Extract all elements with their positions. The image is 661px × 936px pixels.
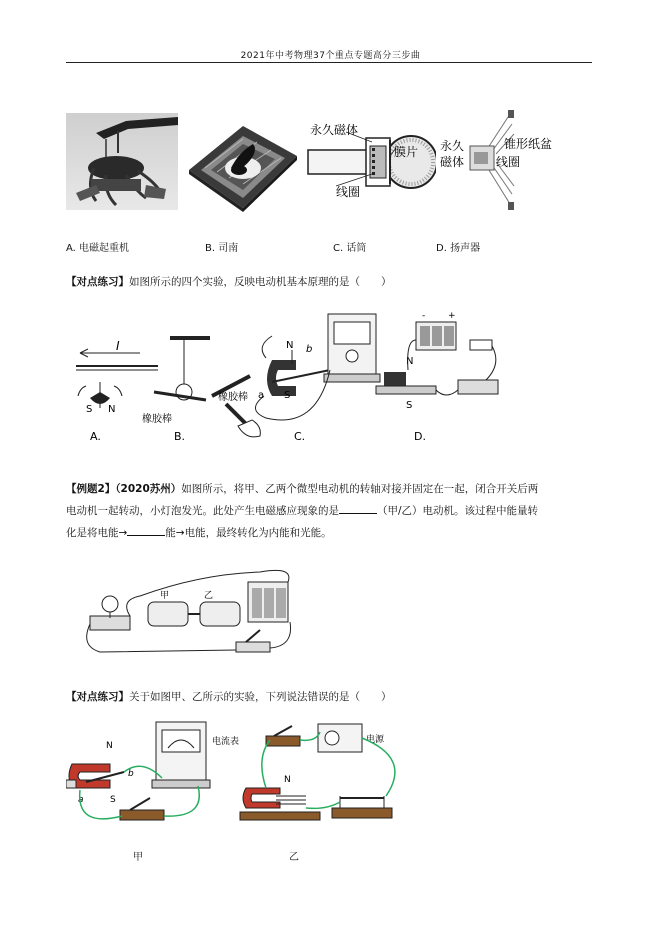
example2-figure bbox=[80, 566, 300, 666]
practice1-tag: 【对点练习】 bbox=[66, 276, 129, 288]
figure-crane-photo bbox=[66, 113, 178, 210]
label-d-minus: - bbox=[422, 311, 426, 321]
label-letter-d: D. bbox=[414, 430, 426, 443]
practice2-text: 关于如图甲、乙所示的实验，下列说法错误的是（ ） bbox=[129, 691, 392, 703]
caption-right: 乙 bbox=[289, 852, 299, 863]
option-c-text: 话筒 bbox=[346, 243, 367, 254]
option-d-text: 扬声器 bbox=[450, 243, 481, 254]
figure-compass-sinan bbox=[187, 112, 299, 212]
example2-text3a: 化是将电能→ bbox=[66, 527, 128, 539]
example2-text3b: 能→电能，最终转化为内能和光能。 bbox=[165, 527, 332, 539]
label-left-s: S bbox=[110, 795, 116, 805]
label-left-b: b bbox=[128, 769, 134, 779]
example2-question bbox=[66, 478, 596, 544]
label-c-b: b bbox=[306, 344, 313, 355]
label-d-plus: + bbox=[448, 311, 456, 321]
option-b-letter: B. bbox=[205, 243, 216, 254]
option-c-letter: C. bbox=[333, 243, 344, 254]
label-right-n: N bbox=[284, 775, 291, 785]
label-d-s: S bbox=[406, 400, 413, 411]
label-a-s: S bbox=[86, 404, 93, 415]
label-coil-c: 线圈 bbox=[336, 185, 361, 199]
example2-blank-1[interactable] bbox=[339, 503, 377, 514]
label-c-n: N bbox=[286, 340, 294, 351]
label-permanent-magnet-c: 永久磁体 bbox=[310, 123, 359, 137]
page-header: 2021年中考物理37个重点专题高分三步曲 bbox=[240, 51, 421, 61]
label-yi: 乙 bbox=[204, 591, 214, 601]
label-rubber-rod-left: 橡胶棒 bbox=[142, 414, 172, 425]
label-permanent-d-bottom: 磁体 bbox=[440, 155, 465, 169]
label-cone: 锥形纸盆 bbox=[504, 137, 553, 151]
practice1-question bbox=[66, 271, 392, 293]
label-letter-c: C. bbox=[294, 430, 306, 443]
option-b bbox=[205, 239, 238, 254]
label-rubber-rod-right: 橡胶棒 bbox=[218, 392, 248, 403]
example2-tag: 【例题2】 bbox=[66, 483, 116, 495]
option-a-letter: A. bbox=[66, 243, 76, 254]
figure-microphone bbox=[306, 112, 436, 212]
caption-left: 甲 bbox=[133, 852, 143, 863]
example2-text2b: （甲/乙）电动机。该过程中能量转 bbox=[377, 505, 539, 517]
label-coil-d: 线圈 bbox=[496, 155, 521, 169]
practice2-tag: 【对点练习】 bbox=[66, 691, 129, 703]
label-d-n: N bbox=[406, 356, 414, 367]
figure-speaker bbox=[440, 106, 570, 214]
practice1-text: 如图所示的四个实验，反映电动机基本原理的是（ ） bbox=[129, 276, 392, 288]
label-c-a: a bbox=[258, 390, 265, 401]
label-left-a: a bbox=[78, 795, 84, 805]
option-b-text: 司南 bbox=[218, 243, 239, 254]
label-current-i: I bbox=[116, 339, 120, 353]
label-letter-a: A. bbox=[90, 430, 101, 443]
label-membrane: 膜片 bbox=[394, 145, 419, 159]
example2-text1: 如图所示，将甲、乙两个微型电动机的转轴对接并固定在一起，闭合开关后两 bbox=[181, 483, 539, 495]
example2-source: （2020苏州） bbox=[115, 483, 182, 495]
option-a-text: 电磁起重机 bbox=[79, 243, 130, 254]
practice2-question bbox=[66, 686, 392, 708]
label-ammeter: 电流表 bbox=[212, 737, 240, 747]
example2-blank-2[interactable] bbox=[127, 525, 165, 536]
label-a-n: N bbox=[108, 404, 116, 415]
practice2-figure-right bbox=[236, 718, 426, 830]
label-power: 电源 bbox=[366, 735, 385, 745]
label-left-n: N bbox=[106, 741, 113, 751]
label-jia: 甲 bbox=[160, 591, 170, 601]
label-letter-b: B. bbox=[174, 430, 186, 443]
option-c bbox=[333, 239, 366, 254]
practice1-figure bbox=[66, 300, 506, 448]
header-rule bbox=[66, 62, 592, 63]
option-d-letter: D. bbox=[436, 243, 447, 254]
option-d bbox=[436, 239, 480, 254]
option-a bbox=[66, 239, 129, 254]
label-permanent-d-top: 永久 bbox=[440, 139, 465, 153]
label-c-s: S bbox=[284, 390, 291, 401]
example2-text2a: 电动机一起转动，小灯泡发光。此处产生电磁感应现象的是 bbox=[66, 505, 339, 517]
